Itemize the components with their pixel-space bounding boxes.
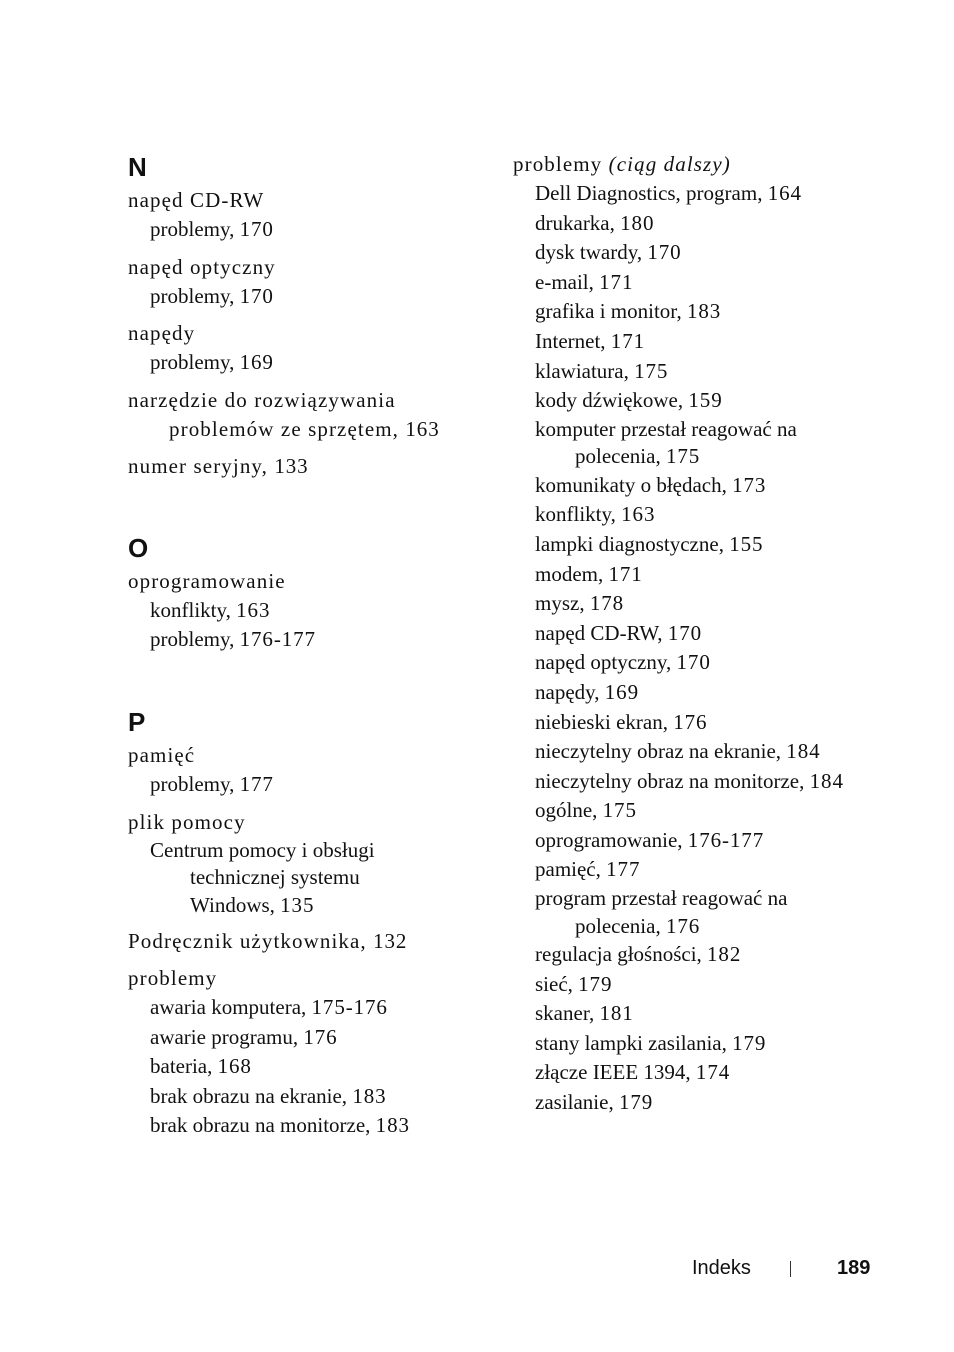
index-term: pamięć bbox=[128, 742, 196, 767]
index-subentry: Dell Diagnostics, program, 164 bbox=[535, 181, 802, 205]
index-subentry: niebieski ekran, 176 bbox=[535, 709, 708, 734]
page-ref: 170 bbox=[239, 283, 274, 308]
page-ref: 168 bbox=[217, 1054, 252, 1079]
index-subentry: problemy, 176-177 bbox=[150, 627, 316, 652]
page-ref: 179 bbox=[732, 1030, 767, 1055]
section-letter-p: P bbox=[128, 706, 146, 737]
index-subentry: modem, 171 bbox=[535, 561, 643, 586]
page-ref: 175 bbox=[634, 358, 669, 383]
page-ref: 178 bbox=[589, 591, 625, 616]
page-ref: 169 bbox=[239, 350, 274, 375]
page-ref: 184 bbox=[809, 768, 844, 793]
index-entry bbox=[128, 927, 478, 956]
index-subentry: złącze IEEE 1394, 174 bbox=[535, 1060, 731, 1085]
index-subentry: nieczytelny obraz na monitorze, 184 bbox=[535, 768, 844, 793]
index-subentry: stany lampki zasilania, 179 bbox=[535, 1030, 767, 1055]
index-term: narzędzie do rozwiązywania problemów ze sprzętem, 163 bbox=[128, 387, 440, 441]
index-subentry: brak obrazu na ekranie, 183 bbox=[150, 1083, 387, 1108]
index-subentry: e-mail, 171 bbox=[535, 269, 634, 294]
index-subentry: mysz, 178 bbox=[535, 591, 625, 616]
index-subentry: komputer przestał reagować na polecenia, 175 bbox=[535, 416, 797, 469]
index-subentry: regulacja głośności, 182 bbox=[535, 942, 742, 967]
index-term-continued: problemy (ciąg dalszy) bbox=[513, 152, 731, 176]
page-ref: 170 bbox=[676, 650, 711, 675]
index-subentry: problemy, 170 bbox=[150, 283, 274, 308]
index-entry bbox=[128, 808, 478, 920]
section-letter-n: N bbox=[128, 152, 147, 182]
page-ref: 170 bbox=[667, 620, 703, 645]
index-entry bbox=[128, 741, 478, 800]
page-ref: 175 bbox=[665, 444, 701, 469]
page-ref: 176 bbox=[665, 913, 701, 938]
index-term: napęd CD-RW bbox=[128, 188, 265, 212]
index-subentry: ogólne, 175 bbox=[535, 798, 637, 823]
index-subentry: konflikty, 163 bbox=[150, 597, 271, 622]
section-letter-o: O bbox=[128, 532, 149, 563]
page-ref: 169 bbox=[604, 679, 639, 704]
page-ref: 171 bbox=[599, 269, 634, 294]
index-term: numer seryjny, 133 bbox=[128, 453, 309, 478]
page-ref: 163 bbox=[236, 597, 271, 622]
continued-note: (ciąg dalszy) bbox=[608, 152, 731, 176]
page-ref: 159 bbox=[688, 388, 723, 413]
index-subentry: bateria, 168 bbox=[150, 1054, 252, 1079]
page-ref: 170 bbox=[239, 217, 274, 241]
index-term: napędy bbox=[128, 321, 196, 346]
index-subentry: dysk twardy, 170 bbox=[535, 240, 682, 265]
index-subentry: konflikty, 163 bbox=[535, 502, 656, 527]
page-ref: 182 bbox=[707, 942, 742, 967]
index-subentry: napęd optyczny, 170 bbox=[535, 650, 711, 675]
page-ref: 183 bbox=[375, 1113, 410, 1138]
index-subentry: awaria komputera, 175-176 bbox=[150, 995, 388, 1020]
index-subentry: napęd CD-RW, 170 bbox=[535, 620, 703, 645]
index-subentry: zasilanie, 179 bbox=[535, 1090, 654, 1115]
page-ref: 181 bbox=[599, 1001, 634, 1026]
index-subentry: napędy, 169 bbox=[535, 679, 639, 704]
page-ref: 132 bbox=[373, 929, 408, 954]
index-subentry: kody dźwiękowe, 159 bbox=[535, 388, 723, 413]
index-subentry: nieczytelny obraz na ekranie, 184 bbox=[535, 739, 821, 764]
index-right-column bbox=[513, 150, 873, 1118]
index-subentry: oprogramowanie, 176-177 bbox=[535, 827, 765, 852]
index-subentry: Internet, 171 bbox=[535, 328, 645, 353]
index-subentry: sieć, 179 bbox=[535, 971, 613, 996]
index-term: problemy bbox=[128, 966, 218, 991]
page-ref: 183 bbox=[686, 299, 722, 324]
index-entry bbox=[128, 319, 478, 378]
index-subentry: brak obrazu na monitorze, 183 bbox=[150, 1113, 410, 1138]
index-subentry: komunikaty o błędach, 173 bbox=[535, 472, 767, 497]
index-subentry: pamięć, 177 bbox=[535, 857, 641, 882]
page-ref: 135 bbox=[280, 892, 315, 917]
index-entry bbox=[128, 964, 478, 1141]
index-subentry: lampki diagnostyczne, 155 bbox=[535, 531, 764, 556]
index-entry bbox=[128, 186, 478, 245]
index-subentry: grafika i monitor, 183 bbox=[535, 299, 722, 324]
index-subentry: drukarka, 180 bbox=[535, 210, 655, 235]
index-entry bbox=[128, 567, 478, 655]
page-footer bbox=[692, 1255, 882, 1285]
index-term: oprogramowanie bbox=[128, 568, 286, 593]
index-entry bbox=[128, 386, 478, 444]
index-entry bbox=[128, 253, 478, 312]
page-ref: 175 bbox=[602, 798, 637, 823]
page-ref: 173 bbox=[732, 472, 767, 497]
index-subentry: skaner, 181 bbox=[535, 1001, 634, 1026]
page-ref: 177 bbox=[239, 771, 274, 796]
page-ref: 179 bbox=[618, 1090, 654, 1115]
index-term: Podręcznik użytkownika, 132 bbox=[128, 929, 408, 954]
page-ref: 171 bbox=[610, 328, 645, 353]
index-subentry-list bbox=[513, 179, 873, 1118]
footer-separator bbox=[790, 1261, 791, 1277]
index-subentry: klawiatura, 175 bbox=[535, 358, 669, 383]
index-left-column bbox=[128, 150, 478, 1149]
page-ref: 163 bbox=[405, 416, 440, 441]
index-term: plik pomocy bbox=[128, 809, 246, 834]
index-subentry: program przestał reagować na polecenia, 176 bbox=[535, 886, 788, 938]
index-entry bbox=[128, 452, 478, 481]
page-ref: 170 bbox=[647, 240, 682, 265]
page-ref: 179 bbox=[578, 971, 613, 996]
footer-label: Indeks bbox=[692, 1257, 751, 1279]
index-subentry: Centrum pomocy i obsługi technicznej systemu Windows, 135 bbox=[150, 837, 375, 917]
index-term: napęd optyczny bbox=[128, 254, 276, 279]
page-ref: 176 bbox=[303, 1024, 338, 1049]
index-subentry: awarie programu, 176 bbox=[150, 1024, 338, 1049]
page-ref: 133 bbox=[274, 453, 309, 478]
index-subentry: problemy, 169 bbox=[150, 350, 274, 375]
index-subentry: problemy, 177 bbox=[150, 771, 274, 796]
page-ref: 155 bbox=[729, 531, 764, 556]
index-subentry: problemy, 170 bbox=[150, 217, 274, 241]
page-ref: 175-176 bbox=[311, 995, 388, 1020]
page-ref: 174 bbox=[695, 1060, 731, 1085]
page-ref: 171 bbox=[608, 561, 643, 586]
page-ref: 184 bbox=[786, 739, 821, 764]
page-ref: 176 bbox=[673, 709, 708, 734]
page-ref: 183 bbox=[352, 1083, 387, 1108]
page-ref: 176-177 bbox=[239, 627, 316, 652]
page-ref: 163 bbox=[621, 502, 656, 527]
page-ref: 176-177 bbox=[687, 827, 765, 852]
page-ref: 180 bbox=[620, 210, 655, 235]
page-ref: 164 bbox=[767, 181, 802, 205]
page-number: 189 bbox=[837, 1257, 871, 1279]
page-ref: 177 bbox=[606, 857, 641, 882]
